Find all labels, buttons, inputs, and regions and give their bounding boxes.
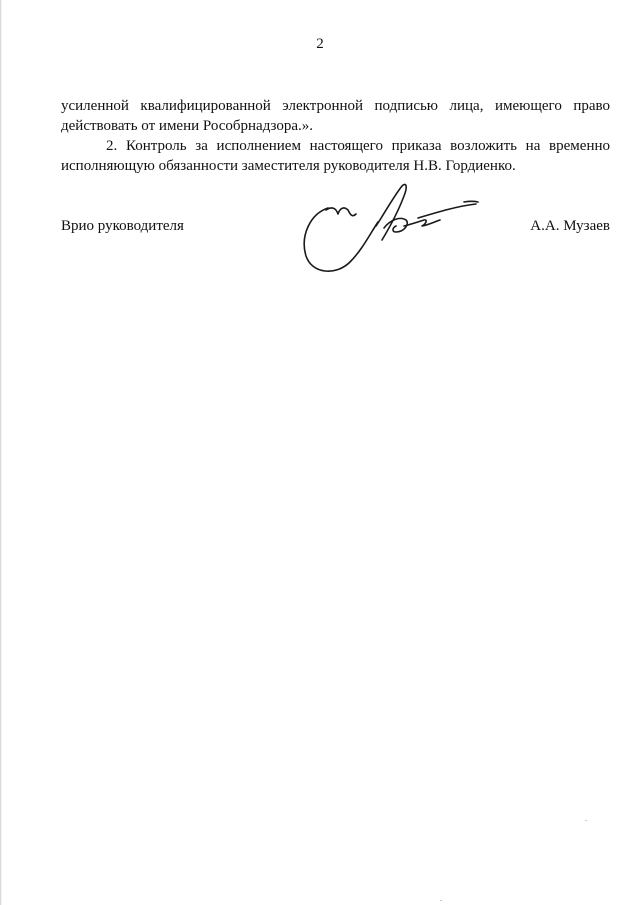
handwritten-signature: [298, 178, 488, 278]
text-line: исполняющую обязанности заместителя руководителя Н.В. Гордиенко.: [61, 158, 516, 174]
scan-speck: [440, 900, 442, 901]
signatory-name: А.А. Музаев: [530, 218, 610, 234]
document-body: [61, 96, 610, 176]
text-line: усиленной квалифицированной электронной подписью лица, имеющего право: [61, 98, 610, 114]
scan-speck: [585, 820, 587, 821]
page-number: 2: [316, 36, 324, 52]
paragraph-continuation: [61, 96, 610, 136]
page-edge: [0, 0, 2, 905]
text-line: действовать от имени Рособрнадзора.».: [61, 118, 314, 134]
text-line: 2. Контроль за исполнением настоящего приказа возложить на временно: [106, 138, 610, 154]
signatory-position: Врио руководителя: [61, 218, 184, 234]
paragraph-item-2: [61, 136, 610, 176]
